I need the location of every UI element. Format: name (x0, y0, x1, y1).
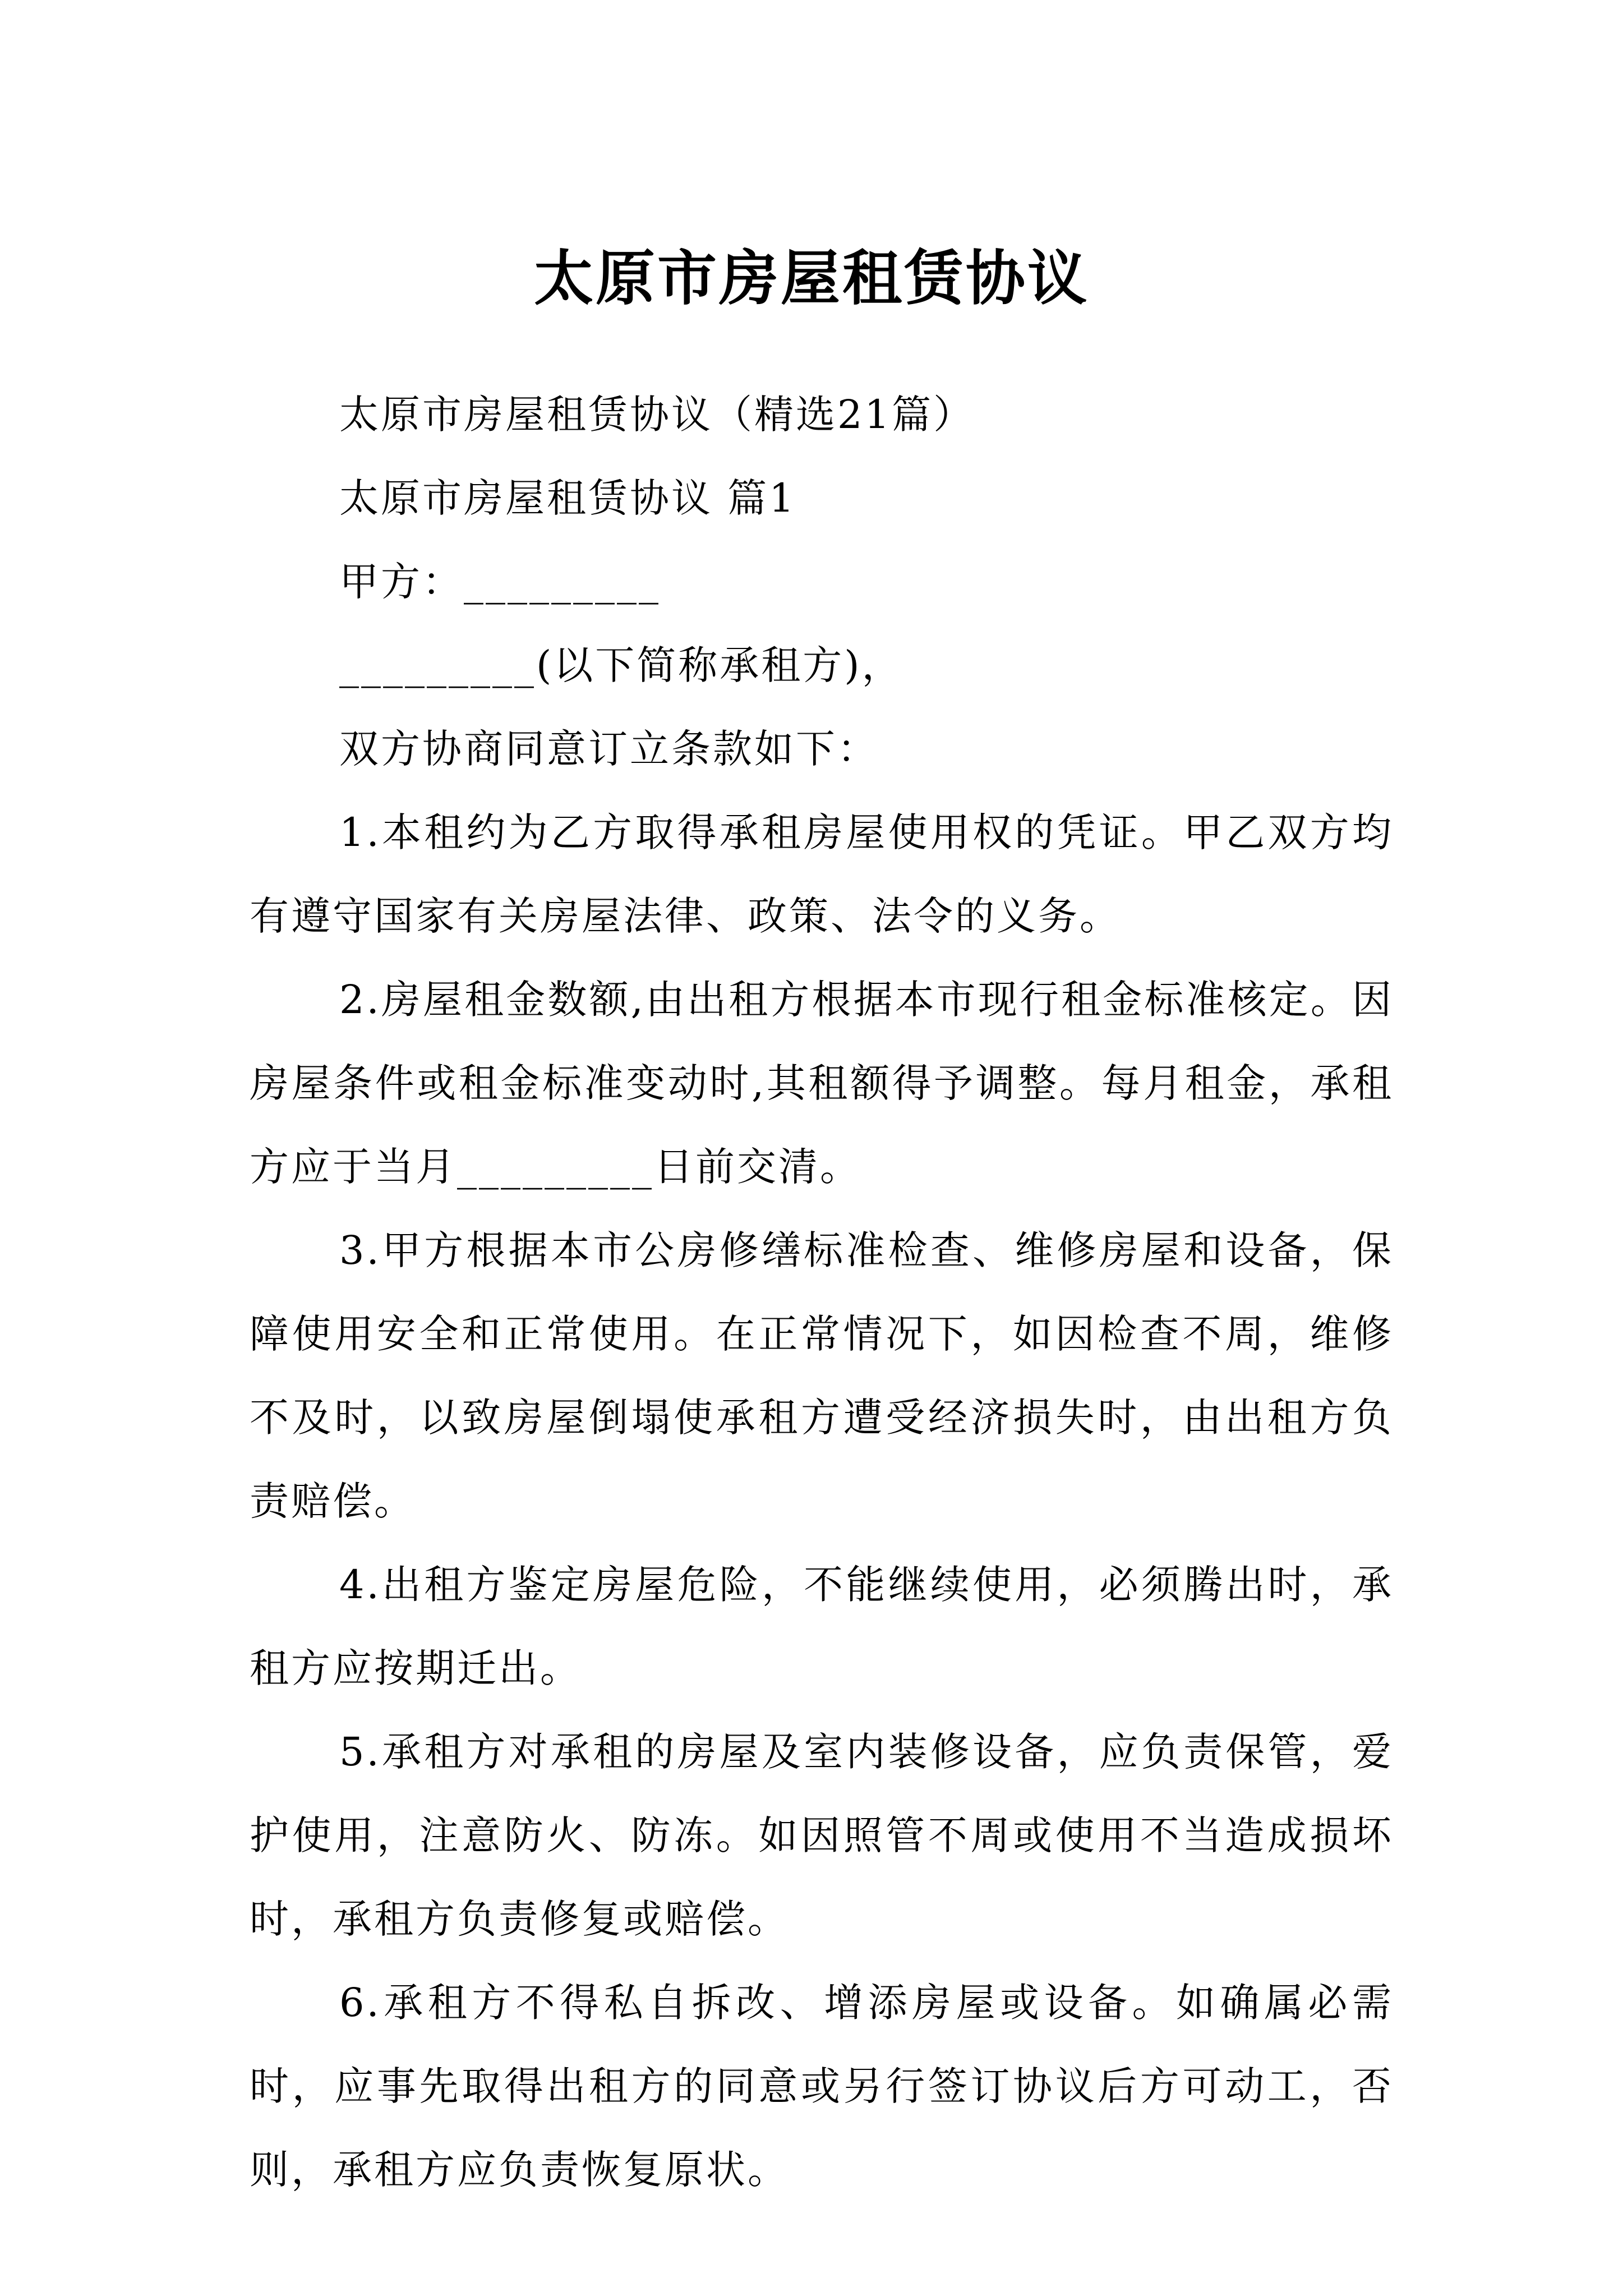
section-heading: 太原市房屋租赁协议 篇1 (339, 475, 796, 521)
clause-2: 2.房屋租金数额,由出租方根据本市现行租金标准核定。因房屋条件或租金标准变动时,其租额得予调整。每月租金，承租方应于当月_________日前交清。 (250, 977, 1394, 1190)
clause-6: 6.承租方不得私自拆改、增添房屋或设备。如确属必需时，应事先取得出租方的同意或另行签订协议后方可动工，否则，承租方应负责恢复原状。 (250, 1980, 1394, 2193)
clause-5: 5.承租方对承租的房屋及室内装修设备，应负责保管，爱护使用，注意防火、防冻。如因照管不周或使用不当造成损坏时，承租方负责修复或赔偿。 (250, 1729, 1394, 1942)
clause-3: 3.甲方根据本市公房修缮标准检查、维修房屋和设备，保障使用安全和正常使用。在正常情况下，如因检查不周，维修不及时，以致房屋倒塌使承租方遭受经济损失时，由出租方负责赔偿。 (250, 1227, 1394, 1524)
party-a-line: 甲方：_________ (339, 559, 661, 605)
subtitle-paragraph: 太原市房屋租赁协议（精选21篇） (339, 392, 975, 438)
tenant-line: _________(以下简称承租方)， (339, 642, 903, 688)
intro-paragraph: 双方协商同意订立条款如下： (339, 726, 879, 772)
document-title: 太原市房屋租赁协议 (534, 243, 1089, 314)
document-body (250, 373, 1394, 2212)
clause-1: 1.本租约为乙方取得承租房屋使用权的凭证。甲乙双方均有遵守国家有关房屋法律、政策、法令的义务。 (250, 809, 1394, 939)
clause-4: 4.出租方鉴定房屋危险，不能继续使用，必须腾出时，承租方应按期迁出。 (250, 1562, 1394, 1691)
